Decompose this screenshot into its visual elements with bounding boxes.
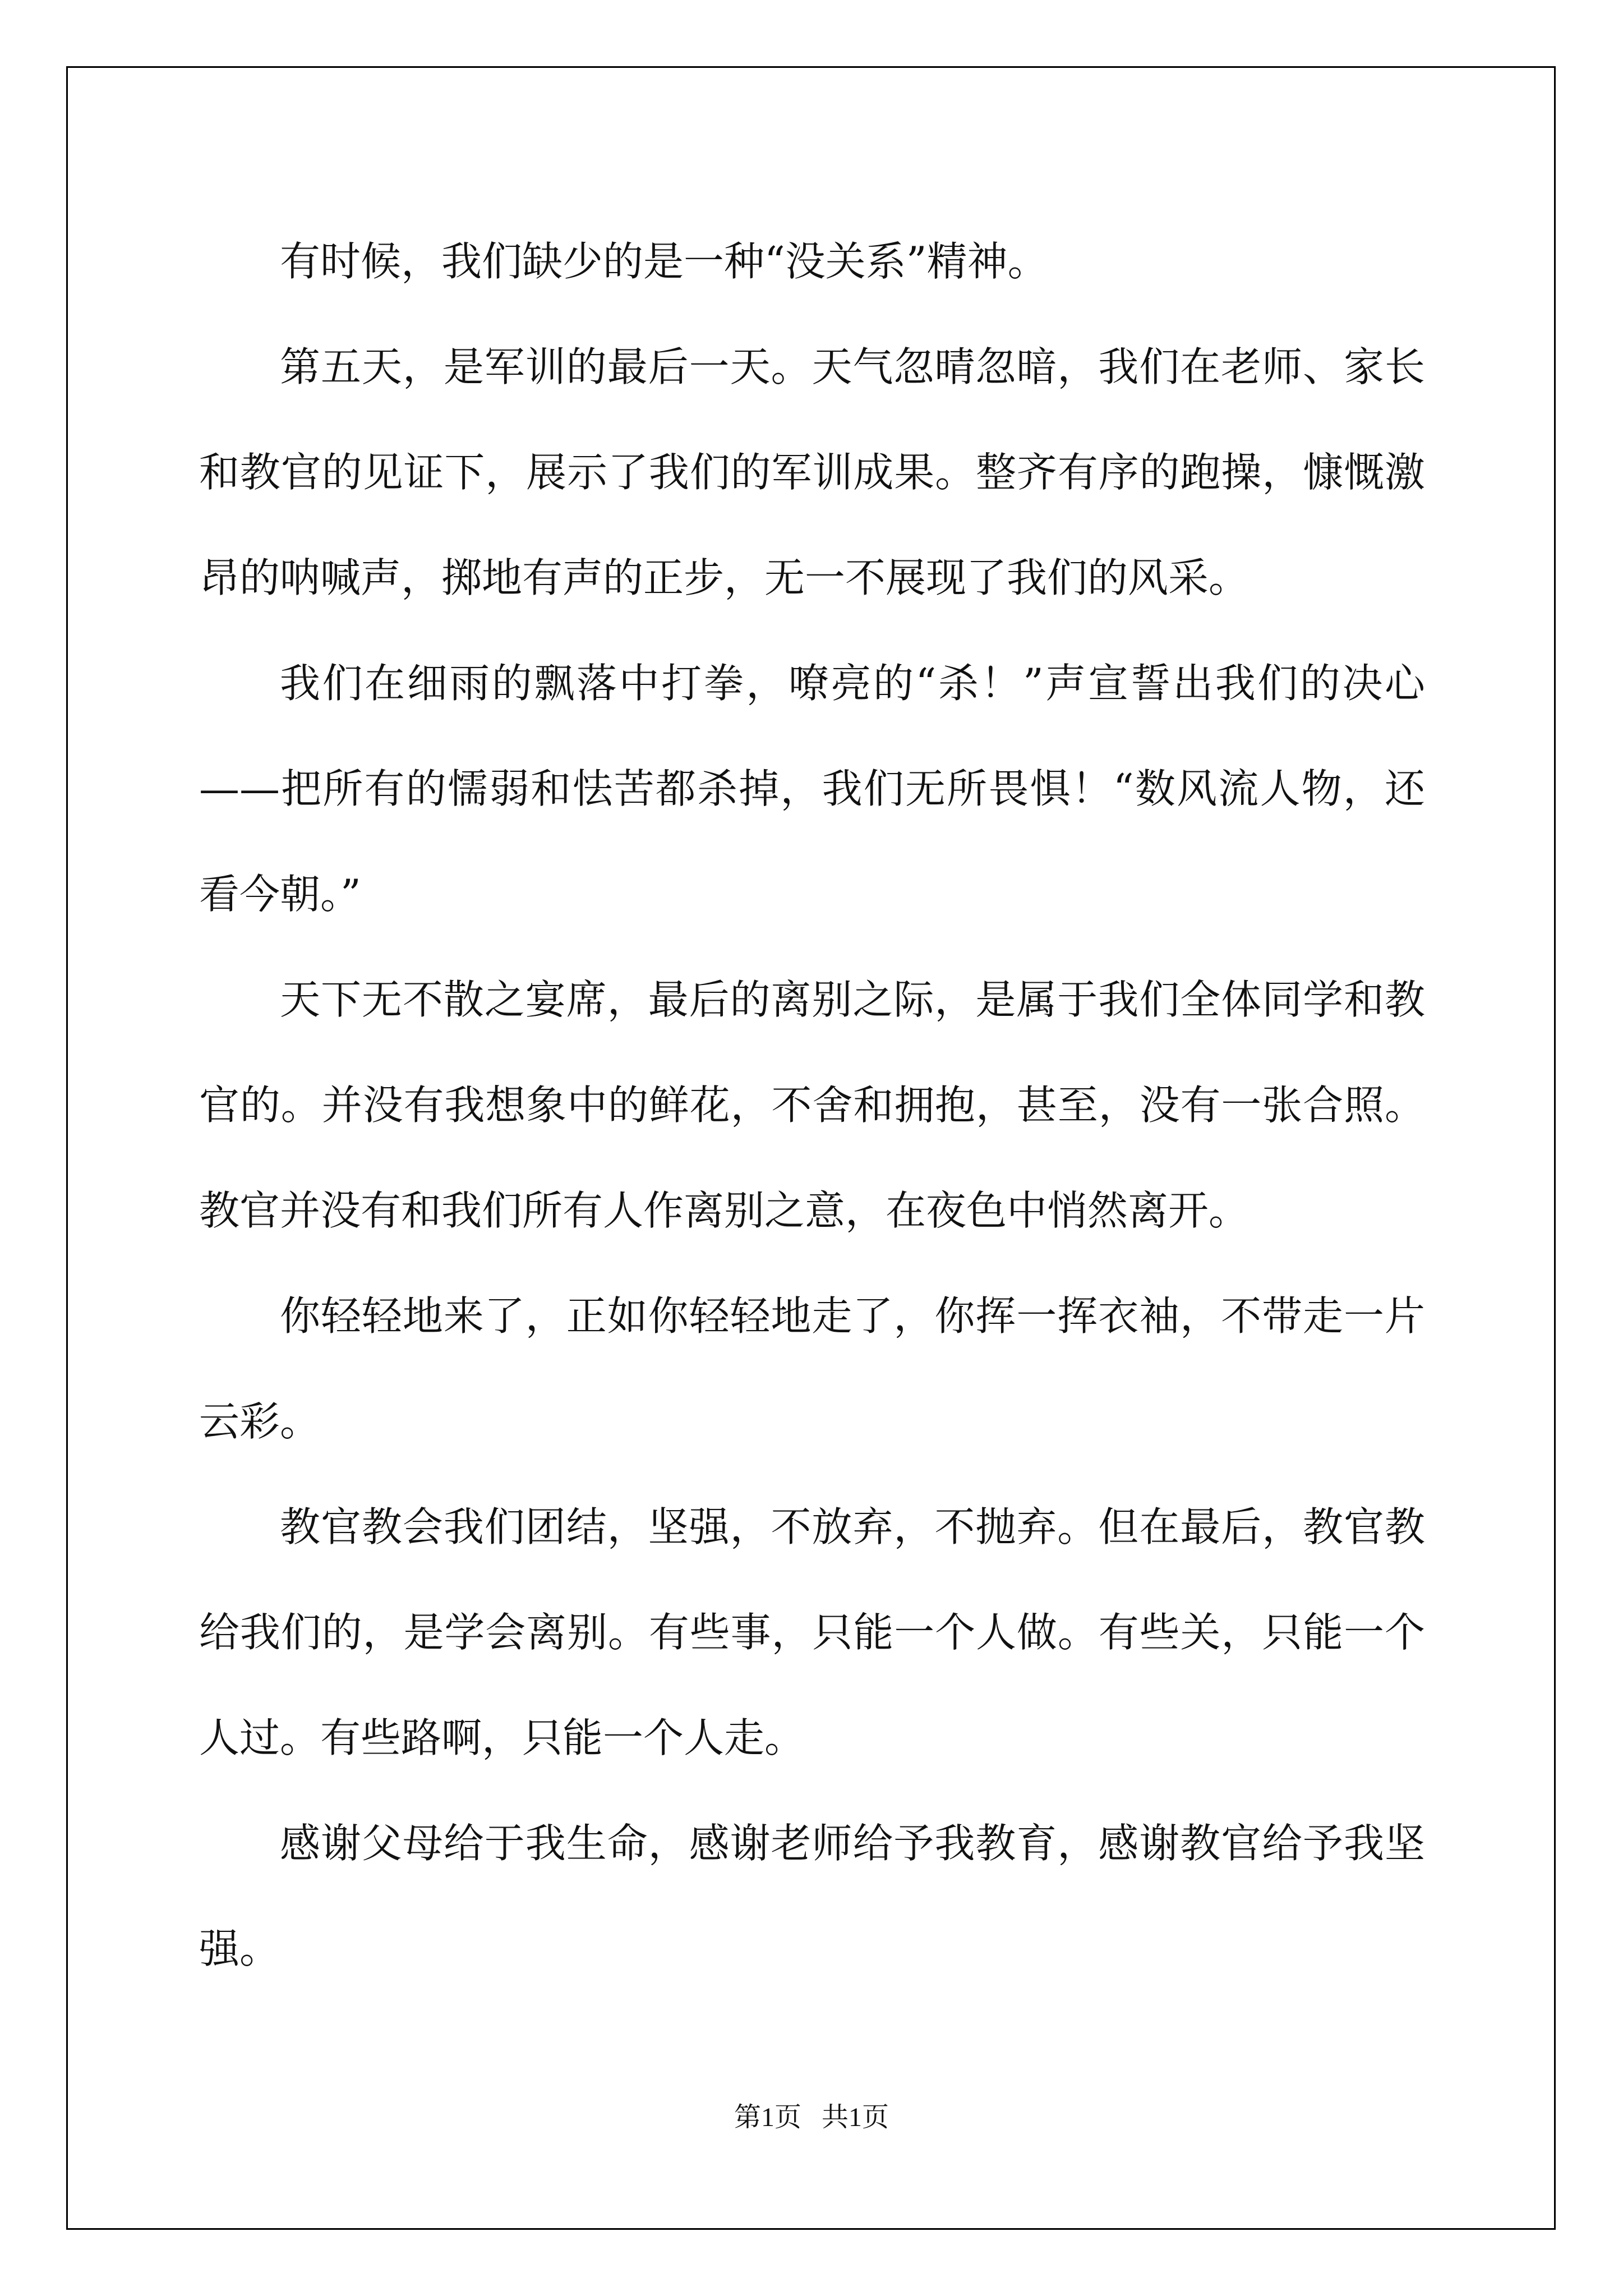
paragraph: 我们在细雨的飘落中打拳，嘹亮的“杀！”声宣誓出我们的决心——把所有的懦弱和怯苦都杀掉，我们无所畏惧！“数风流人物，还看今朝。” [199, 660, 1425, 918]
paragraph: 教官教会我们团结，坚强，不放弃，不抛弃。但在最后，教官教给我们的，是学会离别。有些事，只能一个人做。有些关，只能一个人过。有些路啊，只能一个人走。 [199, 1503, 1425, 1761]
paragraph: 感谢父母给于我生命，感谢老师给予我教育，感谢教官给予我坚强。 [199, 1820, 1425, 1972]
paragraph: 第五天，是军训的最后一天。天气忽晴忽暗，我们在老师、家长和教官的见证下，展示了我们的军训成果。整齐有序的跑操，慷慨激昂的呐喊声，掷地有声的正步，无一不展现了我们的风采。 [199, 343, 1425, 601]
page-number-footer: 第1页 共1页 [734, 2102, 889, 2132]
document-body [199, 209, 1425, 2001]
paragraph: 天下无不散之宴席，最后的离别之际，是属于我们全体同学和教官的。并没有我想象中的鲜花，不舍和拥抱，甚至，没有一张合照。教官并没有和我们所有人作离别之意，在夜色中悄然离开。 [199, 976, 1425, 1234]
paragraph: 有时候，我们缺少的是一种“没关系”精神。 [280, 238, 1048, 285]
paragraph: 你轻轻地来了，正如你轻轻地走了，你挥一挥衣袖，不带走一片云彩。 [199, 1292, 1425, 1445]
